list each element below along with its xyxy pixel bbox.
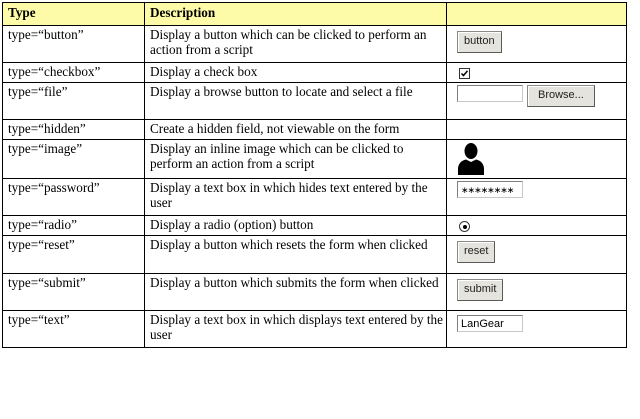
description-cell: Display a button which can be clicked to perform an action from a script bbox=[145, 26, 447, 63]
description-cell: Display a text box in which displays text entered by the user bbox=[145, 311, 447, 348]
demo-radio-button[interactable] bbox=[459, 221, 470, 232]
table-row-reset bbox=[3, 236, 627, 274]
header-type: Type bbox=[3, 3, 145, 26]
table-row-image bbox=[3, 140, 627, 179]
table-header-row bbox=[3, 3, 627, 26]
demo-cell bbox=[447, 311, 627, 348]
type-cell: type=“checkbox” bbox=[3, 63, 145, 83]
demo-button[interactable]: button bbox=[457, 31, 502, 53]
header-description: Description bbox=[145, 3, 447, 26]
description-cell: Display a button which submits the form when clicked bbox=[145, 274, 447, 311]
demo-cell bbox=[447, 140, 627, 179]
table-row-hidden bbox=[3, 120, 627, 140]
demo-password-field[interactable]: ∗∗∗∗∗∗∗∗ bbox=[457, 181, 523, 198]
description-cell: Display a text box in which hides text entered by the user bbox=[145, 179, 447, 216]
demo-cell bbox=[447, 120, 627, 140]
type-cell: type=“image” bbox=[3, 140, 145, 179]
description-cell: Display a radio (option) button bbox=[145, 216, 447, 236]
type-cell: type=“text” bbox=[3, 311, 145, 348]
type-cell: type=“password” bbox=[3, 179, 145, 216]
type-cell: type=“reset” bbox=[3, 236, 145, 274]
description-cell: Display a check box bbox=[145, 63, 447, 83]
demo-cell bbox=[447, 63, 627, 83]
description-cell: Display an inline image which can be clicked to perform an action from a script bbox=[145, 140, 447, 179]
type-cell: type=“hidden” bbox=[3, 120, 145, 140]
table-row-password bbox=[3, 179, 627, 216]
demo-cell bbox=[447, 274, 627, 311]
type-cell: type=“file” bbox=[3, 83, 145, 120]
checkmark-icon bbox=[460, 69, 469, 78]
table-row-button bbox=[3, 26, 627, 63]
radio-dot-icon bbox=[463, 225, 467, 229]
header-demo bbox=[447, 3, 627, 26]
input-types-table bbox=[2, 2, 627, 348]
demo-cell bbox=[447, 236, 627, 274]
demo-cell bbox=[447, 26, 627, 63]
description-cell: Create a hidden field, not viewable on the form bbox=[145, 120, 447, 140]
table-row-checkbox bbox=[3, 63, 627, 83]
table-row-submit bbox=[3, 274, 627, 311]
demo-browse-button[interactable]: Browse... bbox=[527, 85, 595, 107]
demo-text-field[interactable]: LanGear bbox=[457, 315, 523, 332]
demo-submit-button[interactable]: submit bbox=[457, 279, 503, 301]
demo-checkbox[interactable] bbox=[459, 68, 470, 79]
person-silhouette-icon[interactable] bbox=[458, 142, 484, 178]
demo-cell bbox=[447, 83, 627, 120]
table-row-file bbox=[3, 83, 627, 120]
description-cell: Display a button which resets the form when clicked bbox=[145, 236, 447, 274]
input-types-reference bbox=[2, 2, 626, 348]
type-cell: type=“button” bbox=[3, 26, 145, 63]
type-cell: type=“radio” bbox=[3, 216, 145, 236]
table-row-text bbox=[3, 311, 627, 348]
table-row-radio bbox=[3, 216, 627, 236]
demo-reset-button[interactable]: reset bbox=[457, 241, 495, 263]
description-cell: Display a browse button to locate and select a file bbox=[145, 83, 447, 120]
demo-cell bbox=[447, 216, 627, 236]
demo-cell bbox=[447, 179, 627, 216]
demo-file-path-field[interactable] bbox=[457, 85, 523, 102]
type-cell: type=“submit” bbox=[3, 274, 145, 311]
